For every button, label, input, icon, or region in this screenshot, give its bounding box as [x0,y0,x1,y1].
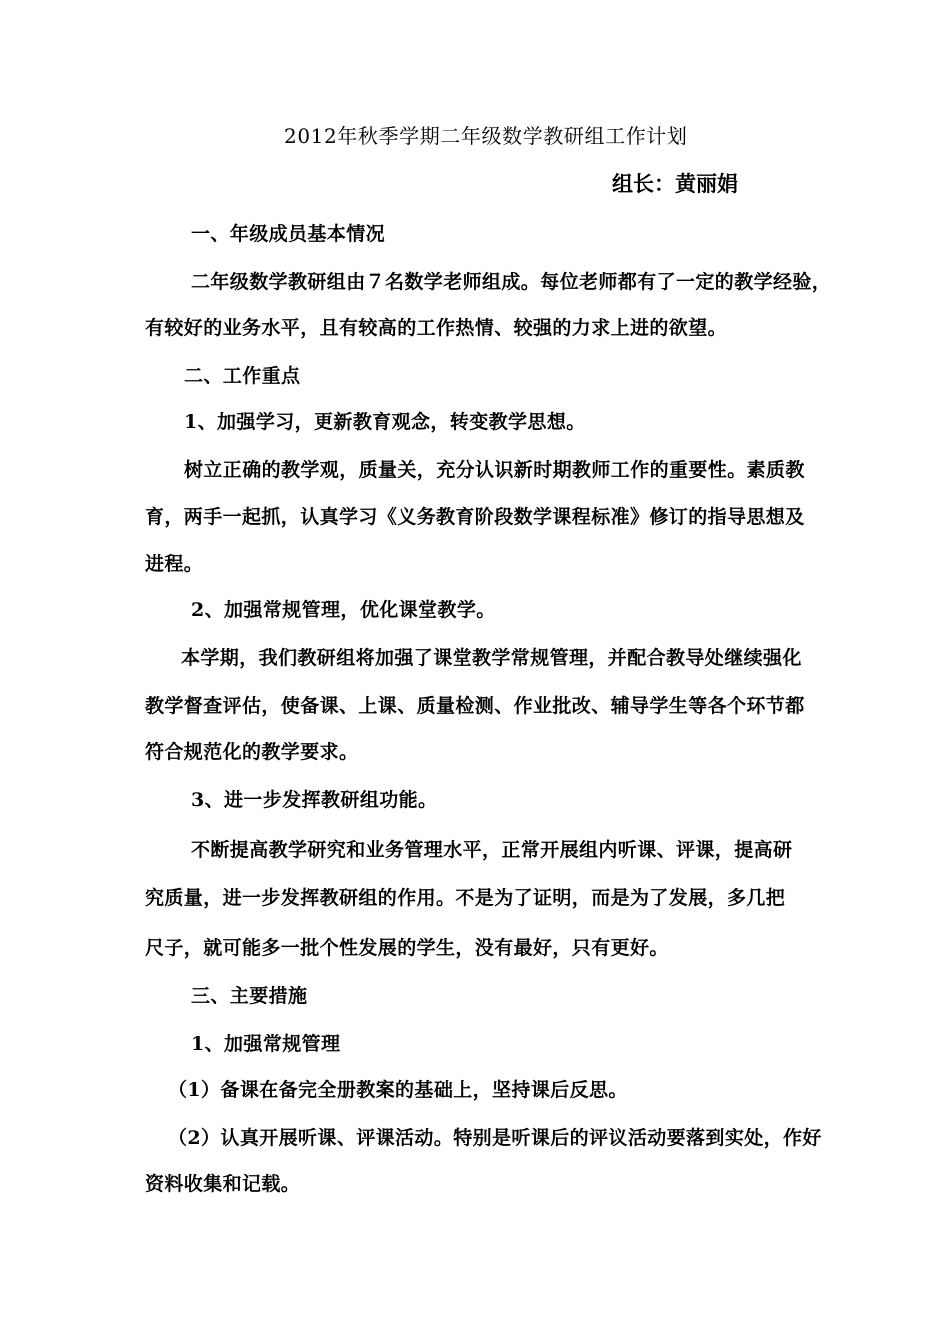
section-heading-1: 一、年级成员基本情况 [191,223,386,245]
paragraph-line: 尺子，就可能多一批个性发展的学生，没有最好，只有更好。 [145,937,669,959]
paragraph-line: 进程。 [145,553,204,575]
section-heading-3: 三、主要措施 [191,985,308,1007]
paragraph-line: 符合规范化的教学要求。 [145,741,359,763]
list-item: （1）备课在备完全册教案的基础上，坚持课后反思。 [168,1079,628,1101]
list-item: （2）认真开展听课、评课活动。特别是听课后的评议活动要落到实处，作好 [168,1127,822,1149]
subsection-heading: 1、加强学习，更新教育观念，转变教学思想。 [184,411,586,433]
subsection-heading: 3、进一步发挥教研组功能。 [191,789,438,811]
paragraph-line: 树立正确的教学观，质量关，充分认识新时期教师工作的重要性。素质教 [184,459,805,481]
document-title: 2012年秋季学期二年级数学教研组工作计划 [284,124,688,148]
subsection-heading: 2、加强常规管理，优化课堂教学。 [191,599,496,621]
paragraph-line: 有较好的业务水平，且有较高的工作热情、较强的力求上进的欲望。 [145,317,728,339]
section-heading-2: 二、工作重点 [184,365,301,387]
group-leader: 组长：黄丽娟 [612,171,738,196]
paragraph-line: 究质量，进一步发挥教研组的作用。不是为了证明，而是为了发展，多几把 [145,887,786,909]
paragraph-line: 教学督查评估，使备课、上课、质量检测、作业批改、辅导学生等各个环节都 [145,695,805,717]
paragraph-line: 本学期，我们教研组将加强了课堂教学常规管理，并配合教导处继续强化 [181,647,802,669]
subsection-heading: 1、加强常规管理 [191,1033,341,1055]
paragraph-line: 资料收集和记载。 [145,1173,301,1195]
paragraph-line: 不断提高教学研究和业务管理水平，正常开展组内听课、评课，提高研 [191,839,793,861]
paragraph-line: 二年级数学教研组由７名数学老师组成。每位老师都有了一定的教学经验， [191,271,832,293]
paragraph-line: 育，两手一起抓，认真学习《义务教育阶段数学课程标准》修订的指导思想及 [145,506,805,528]
